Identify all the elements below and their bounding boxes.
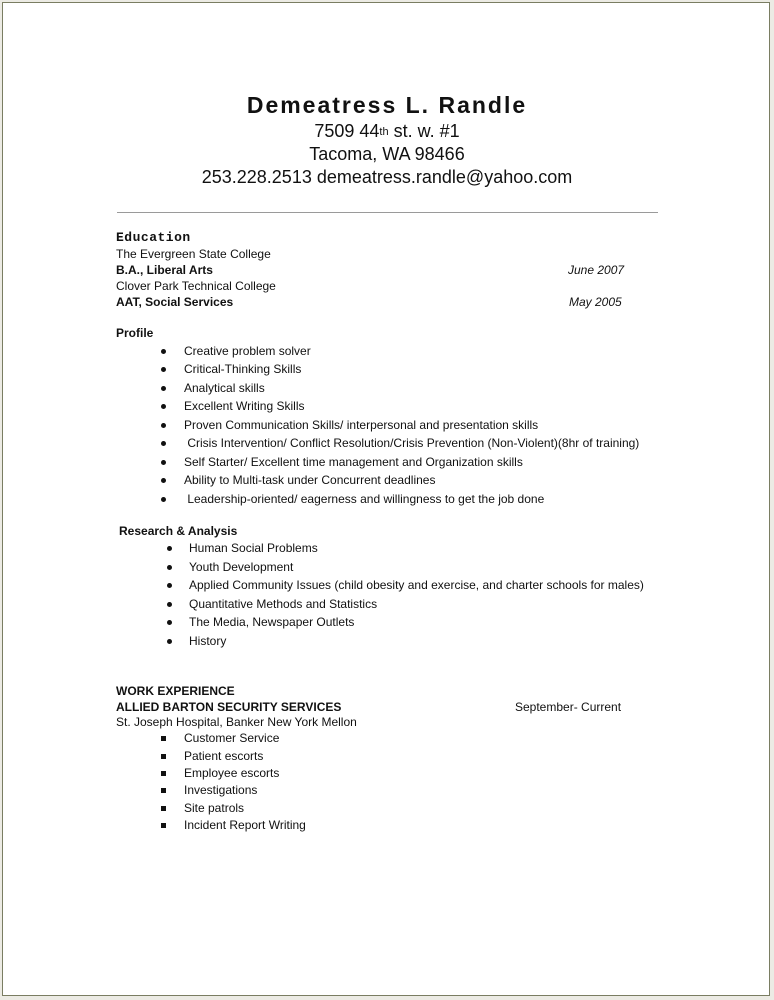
contact-line: 253.228.2513 demeatress.randle@yahoo.com bbox=[201, 167, 573, 187]
education-degree: AAT, Social Services bbox=[116, 295, 234, 309]
list-item: Excellent Writing Skills bbox=[184, 399, 305, 413]
bullet-icon bbox=[161, 386, 166, 391]
bullet-icon bbox=[161, 441, 166, 446]
work-employer: ALLIED BARTON SECURITY SERVICES bbox=[116, 700, 342, 714]
square-bullet-icon bbox=[161, 788, 166, 793]
bullet-icon bbox=[161, 349, 166, 354]
list-item: Human Social Problems bbox=[189, 541, 318, 555]
list-item: Self Starter/ Excellent time management and Organization skills bbox=[184, 455, 523, 469]
work-location: St. Joseph Hospital, Banker New York Mellon bbox=[116, 715, 357, 729]
list-item: Critical-Thinking Skills bbox=[184, 362, 302, 376]
bullet-icon bbox=[161, 478, 166, 483]
list-item: Youth Development bbox=[189, 560, 294, 574]
list-item: Applied Community Issues (child obesity and exercise, and charter schools for males) bbox=[189, 578, 644, 592]
list-item: Creative problem solver bbox=[184, 344, 311, 358]
list-item: Employee escorts bbox=[184, 766, 280, 780]
bullet-icon bbox=[167, 602, 172, 607]
bullet-icon bbox=[167, 565, 172, 570]
bullet-icon bbox=[167, 620, 172, 625]
list-item: History bbox=[189, 634, 227, 648]
profile-heading: Profile bbox=[116, 326, 154, 340]
street-address: 7509 44th st. w. #1 bbox=[314, 121, 460, 141]
square-bullet-icon bbox=[161, 806, 166, 811]
list-item: The Media, Newspaper Outlets bbox=[189, 615, 355, 629]
list-item: Investigations bbox=[184, 783, 258, 797]
education-date: May 2005 bbox=[569, 295, 622, 309]
square-bullet-icon bbox=[161, 736, 166, 741]
work-dates: September- Current bbox=[515, 700, 622, 714]
bullet-icon bbox=[167, 546, 172, 551]
list-item: Ability to Multi-task under Concurrent deadlines bbox=[184, 473, 436, 487]
header-divider bbox=[117, 212, 658, 213]
education-school: The Evergreen State College bbox=[116, 247, 271, 261]
resume-name: Demeatress L. Randle bbox=[246, 92, 528, 118]
square-bullet-icon bbox=[161, 823, 166, 828]
education-heading: Education bbox=[116, 230, 191, 245]
square-bullet-icon bbox=[161, 771, 166, 776]
list-item: Site patrols bbox=[184, 801, 245, 815]
list-item: Incident Report Writing bbox=[184, 818, 306, 832]
bullet-icon bbox=[167, 583, 172, 588]
bullet-icon bbox=[161, 404, 166, 409]
bullet-icon bbox=[167, 639, 172, 644]
list-item: Customer Service bbox=[184, 731, 280, 745]
bullet-icon bbox=[161, 367, 166, 372]
list-item: Proven Communication Skills/ interpersonal and presentation skills bbox=[184, 418, 539, 432]
list-item: Quantitative Methods and Statistics bbox=[189, 597, 378, 611]
list-item: Leadership-oriented/ eagerness and willingness to get the job done bbox=[184, 492, 545, 506]
list-item: Crisis Intervention/ Conflict Resolution/Crisis Prevention (Non-Violent)(8hr of training) bbox=[184, 436, 640, 450]
research-heading: Research & Analysis bbox=[119, 524, 238, 538]
list-item: Patient escorts bbox=[184, 749, 264, 763]
list-item: Analytical skills bbox=[184, 381, 265, 395]
bullet-icon bbox=[161, 497, 166, 502]
square-bullet-icon bbox=[161, 754, 166, 759]
city-state-zip: Tacoma, WA 98466 bbox=[309, 144, 465, 164]
education-school: Clover Park Technical College bbox=[116, 279, 276, 293]
work-heading: WORK EXPERIENCE bbox=[116, 684, 235, 698]
bullet-icon bbox=[161, 423, 166, 428]
education-date: June 2007 bbox=[568, 263, 625, 277]
bullet-icon bbox=[161, 460, 166, 465]
education-degree: B.A., Liberal Arts bbox=[116, 263, 213, 277]
